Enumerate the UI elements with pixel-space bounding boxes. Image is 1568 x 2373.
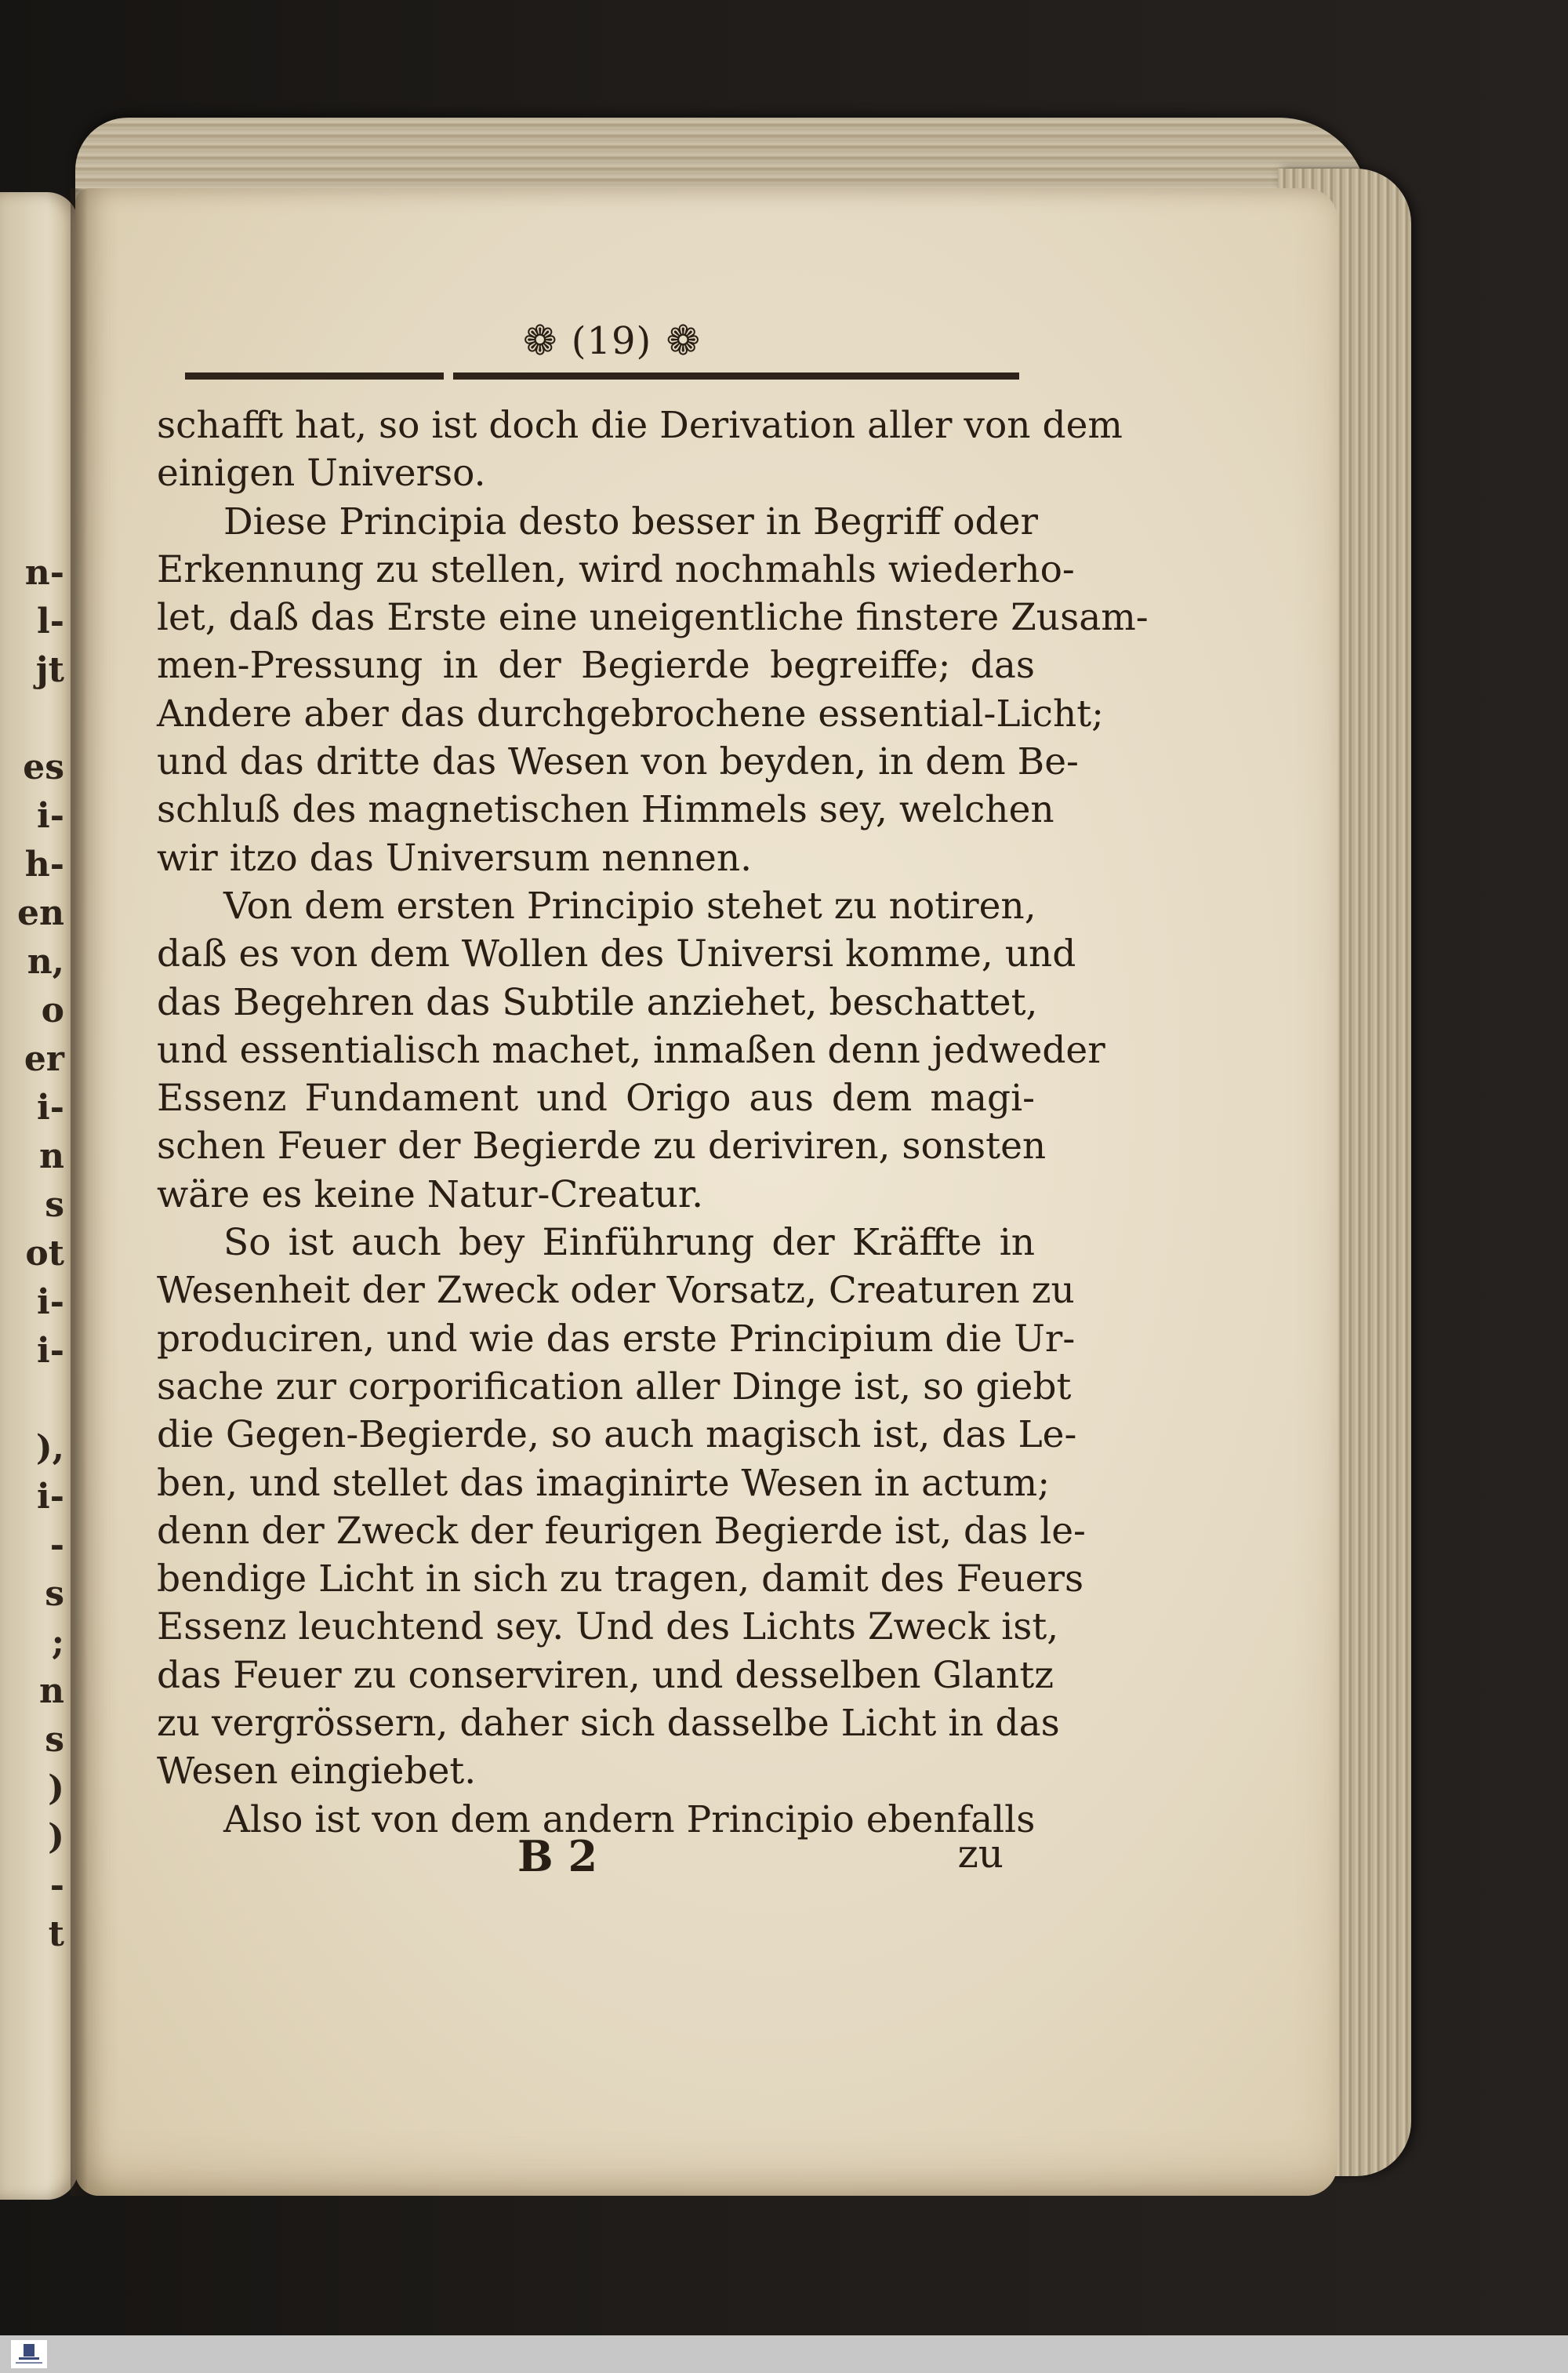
text-line: das Feuer zu conserviren, und desselben Glantz [157, 1653, 1054, 1697]
text-line: Diese Principia desto besser in Begriff oder [223, 500, 1038, 543]
facing-page-fragment: ) [48, 1768, 64, 1808]
facing-page-fragment [3, 1375, 74, 1424]
text-line: Essenz Fundament und Origo aus dem magi- [157, 1077, 1035, 1121]
header-rule-left [185, 372, 444, 380]
header-rule-right [453, 372, 1019, 380]
facing-page-fragment: s [45, 1185, 64, 1225]
text-line: schen Feuer der Begierde zu deriviren, sonsten [157, 1125, 1047, 1168]
facing-page-fragment: i- [37, 1331, 64, 1371]
facing-page-fragment: o [41, 990, 64, 1030]
text-line: denn der Zweck der feurigen Begierde ist, das le- [157, 1509, 1086, 1553]
viewer-status-bar [0, 2335, 1568, 2373]
page-footer [517, 1831, 1004, 1886]
facing-page-fragment: jt [35, 650, 64, 690]
signature-mark: B 2 [517, 1831, 598, 1881]
facing-page-fragment: i- [37, 796, 64, 836]
page-header [502, 314, 721, 369]
facing-page-fragment: i- [37, 1477, 64, 1517]
facing-page-fragment: n- [24, 553, 64, 593]
text-line: Wesen eingiebet. [157, 1750, 477, 1793]
text-line: men-Pressung in der Begierde begreiffe; das [157, 644, 1035, 688]
facing-page-fragment: n, [27, 942, 64, 982]
facing-page-fragment: h- [24, 845, 64, 885]
facing-page-fragment: ot [25, 1234, 64, 1274]
facing-page-fragment: n [39, 1136, 64, 1176]
text-line: die Gegen-Begierde, so auch magisch ist, das Le- [157, 1413, 1077, 1457]
text-line: Essenz leuchtend sey. Und des Lichts Zweck ist, [157, 1605, 1059, 1649]
facing-page-fragment: - [49, 1525, 64, 1565]
flower-ornament-icon: ❁ [666, 318, 701, 365]
text-line: let, daß das Erste eine uneigentliche finstere Zusam- [157, 596, 1149, 640]
text-line: zu vergrössern, daher sich dasselbe Licht in das [157, 1702, 1060, 1746]
page-body-text [157, 402, 1149, 1844]
text-line: und das dritte das Wesen von beyden, in dem Be- [157, 740, 1079, 784]
facing-page-fragment: es [23, 747, 64, 787]
catchword: zu [957, 1831, 1004, 1877]
text-line: und essentialisch machet, inmaßen denn jedweder [157, 1028, 1105, 1072]
text-line: bendige Licht in sich zu tragen, damit des Feuers [157, 1557, 1084, 1601]
text-line: Wesenheit der Zweck oder Vorsatz, Creaturen zu [157, 1269, 1075, 1313]
library-logo-icon [11, 2340, 47, 2368]
text-line: produciren, und wie das erste Principium die Ur- [157, 1317, 1076, 1361]
text-line: einigen Universo. [157, 452, 486, 496]
facing-page-fragment [3, 695, 74, 743]
facing-page-fragment: ) [48, 1817, 64, 1857]
facing-page-fragment: ), [35, 1428, 64, 1468]
text-line: schafft hat, so ist doch die Derivation aller von dem [157, 404, 1123, 447]
page-gutter [71, 188, 88, 2196]
text-line: Erkennung zu stellen, wird nochmahls wiederho- [157, 547, 1075, 591]
facing-page-fragment: en [17, 893, 64, 933]
facing-page-fragment: i- [37, 1088, 64, 1128]
text-line: wir itzo das Universum nennen. [157, 836, 753, 880]
text-line: Von dem ersten Principio stehet zu notiren, [223, 884, 1036, 928]
text-line: schluß des magnetischen Himmels sey, welchen [157, 788, 1054, 832]
facing-page-fragment: s [45, 1574, 64, 1614]
facing-page-fragment: - [49, 1866, 64, 1906]
facing-page-fragment: i- [37, 1282, 64, 1322]
facing-page-fragment: ; [51, 1623, 64, 1663]
text-line: daß es von dem Wollen des Universi komme, und [157, 932, 1076, 976]
text-line: sache zur corporification aller Dinge ist, so giebt [157, 1365, 1072, 1408]
text-line: wäre es keine Natur-Creatur. [157, 1172, 704, 1216]
text-line: Andere aber das durchgebrochene essential-Licht; [157, 692, 1104, 736]
facing-page-fragment: n [39, 1671, 64, 1711]
facing-page-fragment: t [48, 1914, 64, 1954]
facing-page-edge [0, 192, 78, 2200]
text-line: ben, und stellet das imaginirte Wesen in actum; [157, 1461, 1051, 1505]
page-number: (19) [571, 319, 652, 363]
facing-page-fragment: l- [37, 601, 64, 641]
text-line: So ist auch bey Einführung der Kräffte in [223, 1221, 1035, 1265]
facing-page-text-fragments [3, 549, 74, 1959]
flower-ornament-icon: ❁ [522, 318, 557, 365]
text-line: das Begehren das Subtile anziehet, beschattet, [157, 980, 1038, 1024]
text-line: Also ist von dem andern Principio ebenfalls [223, 1797, 1036, 1841]
facing-page-fragment: s [45, 1720, 64, 1760]
facing-page-fragment: er [24, 1039, 64, 1079]
